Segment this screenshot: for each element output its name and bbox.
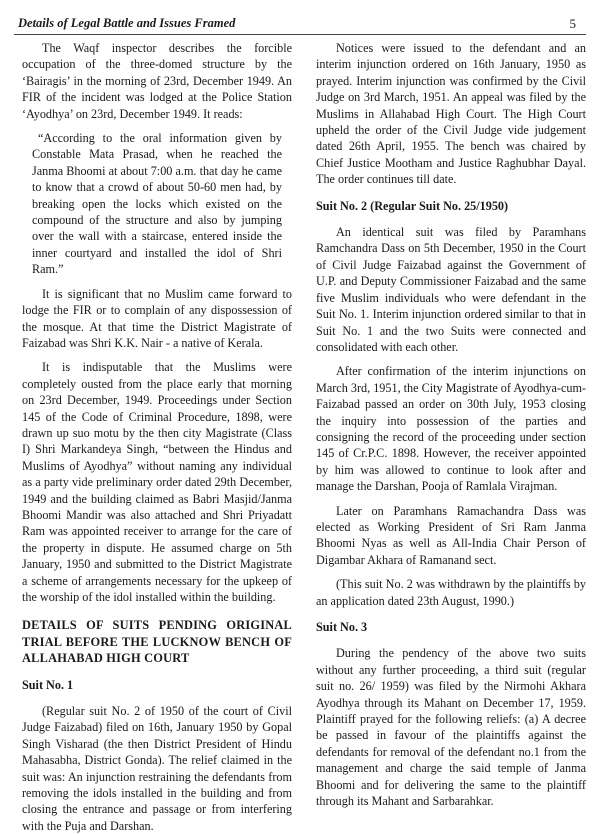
paragraph: Later on Paramhans Ramachandra Dass was elected as Working President of Sri Ram Janma Bhoomi Nyas as well as All-India Chair Person of Digambar Akhara of Ramanand sect.: [316, 503, 586, 567]
right-column: [316, 40, 586, 809]
chapter-title: Details of Legal Battle and Issues Framed: [18, 16, 236, 30]
paragraph: After confirmation of the interim injunctions on March 3rd, 1951, the City Magistrate of Ayodhya-cum-Faizabad passed an order on 30th July, 1953 closing the inquiry into possession of the parties and consigning the record of the proceeding under section 145 of Cr.P.C. 1898. However, the receiver appointed by him was allowed to continue to look after and manage the Darshan, Pooja of Ramlala Virajman.: [316, 364, 586, 494]
paragraph: An identical suit was filed by Paramhans Ramchandra Dass on 5th December, 1950 in the Court of Civil Judge Faizabad against the Government of U.P. and Deputy Commissioner Faizabad and the same five Muslim individuals who were defendant in the Suit No. 1. Interim injunction ordered similar to that in Suit No. 1 and the two Suits were connected and consolidated with each other.: [316, 225, 586, 354]
header-rule: [14, 34, 586, 35]
paragraph: It is indisputable that the Muslims were completely ousted from the place early that morning on 23rd December, 1949. Proceedings under Section 145 of the Code of Criminal Procedure, 1898, were drawn up suo motu by the then city Magistrate (Class I) Shri Markandeya Singh, “between the Hindus and Muslims of Ayodhya” without naming any individual as a party vide preliminary order dated 29th December, 1949 and the building claimed as Babri Masjid/Janma Bhoomi Mandir was also attached and Shri Priyadatt Ram was appointed receiver to arrange for the care of the property in dispute. He assumed charge on 5th January, 1950 and submitted to the District Magistrate a scheme of arrangements necessary for the upkeep of the worship of the idol installed within the building.: [22, 360, 292, 604]
fir-quote: “According to the oral information given by Constable Mata Prasad, when he reached the Janma Bhoomi at about 7:00 a.m. that day he came to know that a crowd of about 50-60 men had, by breaking open the locks which existed on the compound of the structure and also by jumping over the wall with a staircase, entered inside the inner courtyard and installed the idol of Shri Ram.”: [32, 131, 282, 277]
paragraph: Notices were issued to the defendant and an interim injunction ordered on 16th January, 1950 as prayed. Interim injunction was confirmed by the Civil Judge on 3rd March, 1951. An appeal was filed by the Muslims in Allahabad High Court. The High Court upheld the order of the Civil Judge vide judgement dated 26th April, 1955. The bench was chaired by Chief Justice Mootham and Justice Raghubhar Dayal. The order continues till date.: [316, 41, 586, 187]
paragraph: (Regular suit No. 2 of 1950 of the court of Civil Judge Faizabad) filed on 16th, January 1950 by Gopal Singh Visharad (the then District President of Hindu Mahasabha, District Gonda). The relief claimed in the suit was: An injunction restraining the defendants from removing the idols installed in the building and from closing the entrance and passage or from interfering with the Puja and Darshan.: [22, 704, 292, 833]
suit-1-heading: Suit No. 1: [22, 677, 74, 692]
paragraph: (This suit No. 2 was withdrawn by the plaintiffs by an application dated 23th August, 1990.): [316, 577, 586, 608]
section-heading: DETAILS OF SUITS PENDING ORIGINAL TRIAL BEFORE THE LUCKNOW BENCH OF ALLAHABAD HIGH COURT: [22, 618, 292, 666]
paragraph: During the pendency of the above two suits without any further proceeding, a third suit (regular suit no. 26/ 1959) was filed by the Nirmohi Akhara Ayodhya through its Mahant on December 17, 1959. Plaintiff prayed for the following reliefs: (a) A decree be passed in favour of the plaintiffs against the defendants for removal of the defendant no.1 from the management and charge the said temple of Janma Bhoomi and for delivering the same to the plaintiff through its Mahant and Sarbarahkar.: [316, 646, 586, 809]
paragraph: The Waqf inspector describes the forcible occupation of the three-domed structure by the ‘Bairagis’ in the morning of 23rd, December 1949. An FIR of the incident was lodged at the Police Station ‘Ayodhya’ on 23rd, December 1949. It reads:: [22, 41, 292, 121]
suit-2-heading: Suit No. 2 (Regular Suit No. 25/1950): [316, 198, 509, 213]
paragraph: It is significant that no Muslim came forward to lodge the FIR or to complain of any dispossession of the mosque. At that time the District Magistrate of Faizabad was Shri K.K. Nair - a native of Kerala.: [22, 286, 292, 350]
suit-3-heading: Suit No. 3: [316, 620, 368, 634]
left-column: [22, 40, 292, 833]
page-number: 5: [569, 16, 576, 31]
running-header: [18, 10, 576, 36]
